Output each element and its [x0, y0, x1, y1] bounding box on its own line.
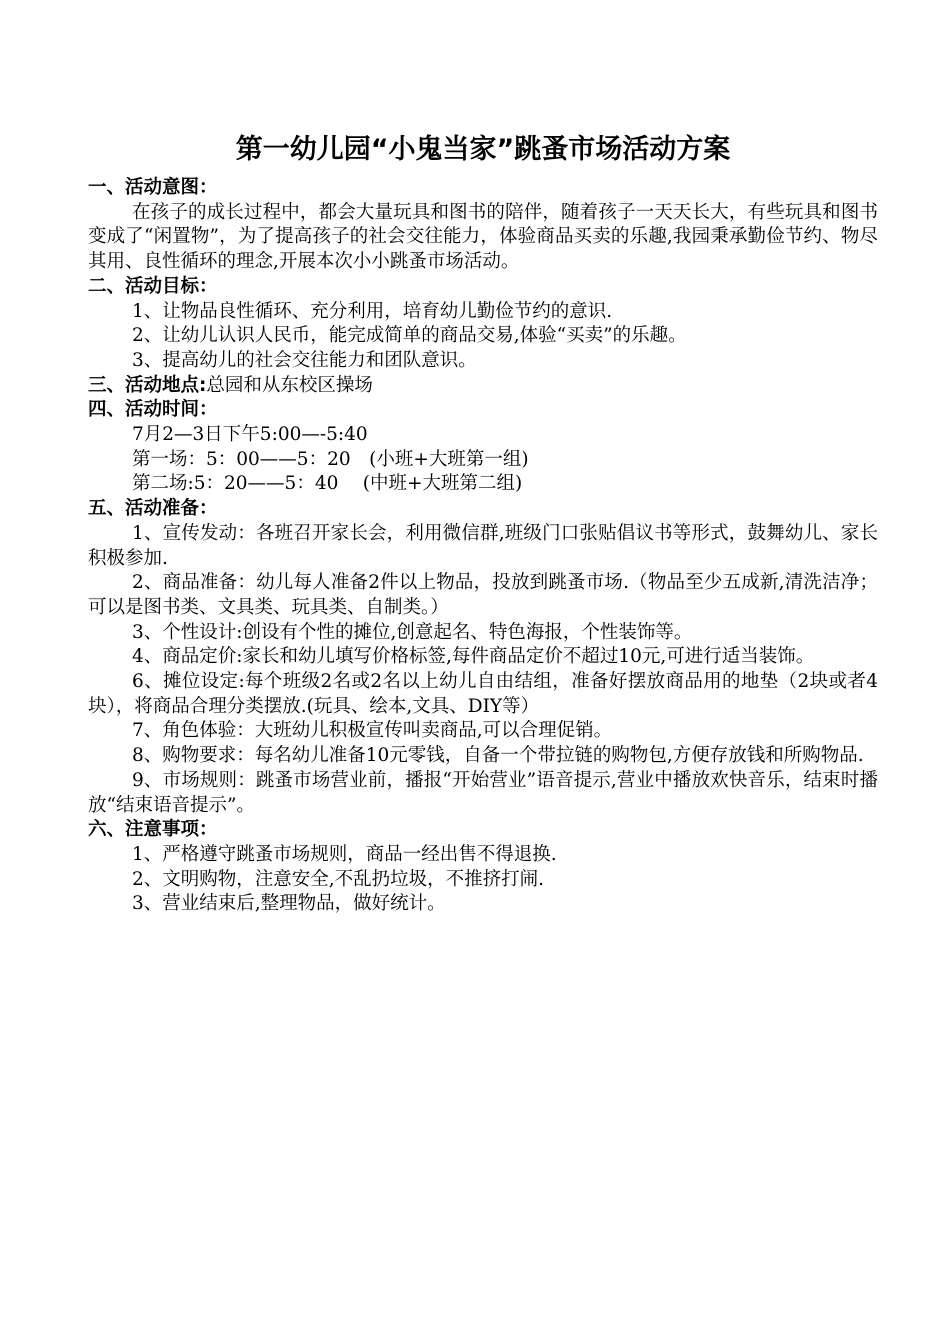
location-line: [88, 374, 878, 399]
section-heading-intent: 一、活动意图：: [88, 177, 218, 198]
document-page: [88, 126, 878, 917]
goal-item-3: 3、提高幼儿的社会交往能力和团队意识。: [132, 349, 477, 371]
prep-item-8: 8、购物要求：每名幼儿准备10元零钱，自备一个带拉链的购物包,方便存放钱和所购物品.: [132, 745, 864, 767]
goal-item-1: 1、让物品良性循环、充分利用，培育幼儿勤俭节约的意识.: [132, 300, 613, 322]
document-title: 第一幼儿园“小鬼当家”跳蚤市场活动方案: [235, 134, 731, 165]
section-heading-preparation: 五、活动准备：: [88, 498, 218, 520]
note-item-2: 2、文明购物，注意安全,不乱扔垃圾，不推挤打闹.: [132, 868, 545, 890]
intent-paragraph: 在孩子的成长过程中，都会大量玩具和图书的陪伴，随着孩子一天天长大，有些玩具和图书变成了“闲置物”，为了提高孩子的社会交往能力，体验商品买卖的乐趣,我园秉承勤俭节约、物尽其用、良性循环的理念,开展本次小小跳蚤市场活动。: [88, 201, 878, 273]
time-item-1: 7月2—3日下午5:00—-5:40: [132, 424, 368, 446]
prep-item-6: 6、摊位设定:每个班级2名或2名以上幼儿自由结组，准备好摆放商品用的地垫（2块或者4块），将商品合理分类摆放.(玩具、绘本,文具、DIY等）: [88, 671, 878, 717]
prep-item-1: 1、宣传发动：各班召开家长会，利用微信群,班级门口张贴倡议书等形式，鼓舞幼儿、家长积极参加.: [88, 522, 878, 569]
prep-item-3: 3、个性设计:创设有个性的摊位,创意起名、特色海报，个性装饰等。: [132, 621, 693, 643]
prep-item-9: 9、市场规则：跳蚤市场营业前，播报“开始营业”语音提示,营业中播放欢快音乐，结束时播放“结束语音提示”。: [88, 769, 878, 816]
section-heading-goals: 二、活动目标：: [88, 275, 218, 297]
section-heading-time: 四、活动时间：: [88, 399, 218, 421]
section-heading-notes: 六、注意事项：: [88, 819, 218, 841]
location-value: 总园和从东校区操场: [206, 374, 373, 396]
time-item-2: 第一场：5：00——5：20 (小班+大班第一组): [132, 448, 529, 470]
note-item-1: 1、严格遵守跳蚤市场规则，商品一经出售不得退换.: [132, 843, 557, 865]
prep-item-7: 7、角色体验：大班幼儿积极宣传叫卖商品,可以合理促销。: [132, 720, 613, 742]
prep-item-4: 4、商品定价:家长和幼儿填写价格标签,每件商品定价不超过10元,可进行适当装饰。: [132, 646, 815, 668]
time-item-3: 第二场:5：20——5：40 (中班+大班第二组): [132, 473, 523, 495]
goal-item-2: 2、让幼儿认识人民币，能完成简单的商品交易,体验“买卖”的乐趣。: [132, 325, 687, 347]
section-heading-location: 三、活动地点:: [88, 374, 207, 396]
note-item-3: 3、营业结束后,整理物品，做好统计。: [132, 893, 446, 915]
prep-item-2: 2、商品准备：幼儿每人准备2件以上物品，投放到跳蚤市场.（物品至少五成新,清洗洁净；可以是图书类、文具类、玩具类、自制类。）: [88, 572, 878, 618]
